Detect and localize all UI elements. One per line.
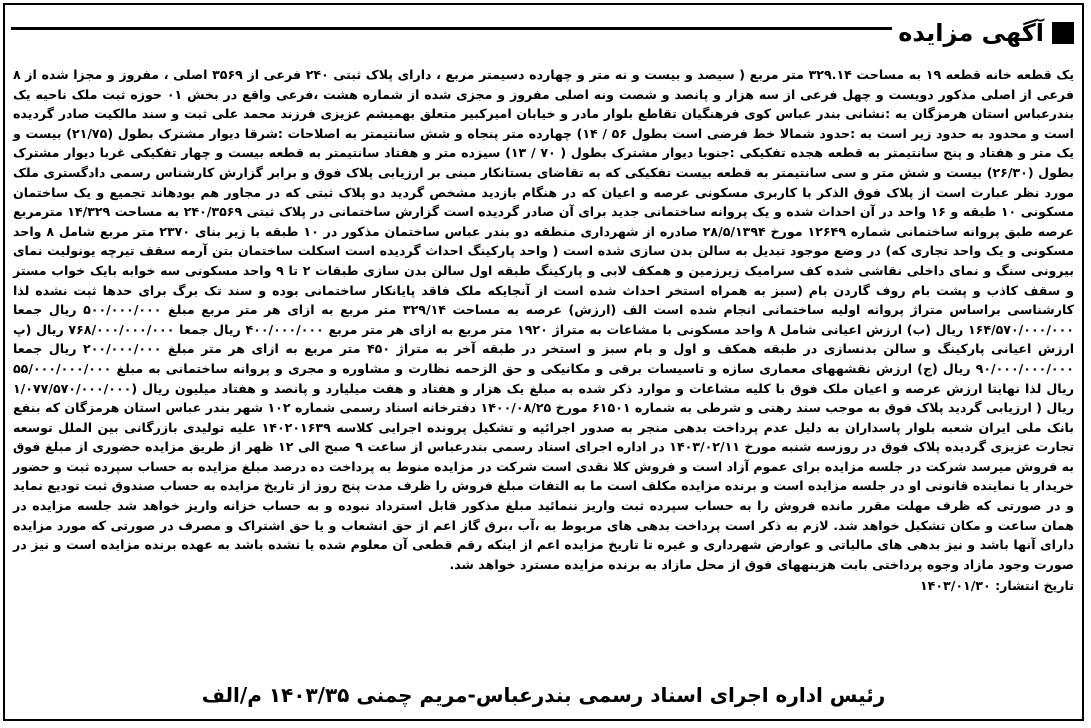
- auction-notice: [3, 3, 1084, 721]
- notice-header: [898, 11, 1074, 55]
- notice-body-paragraph: یک قطعه خانه قطعه ۱۹ به مساحت ۳۲۹.۱۴ متر مربع ( سیصد و بیست و نه متر و چهارده دسیمتر مربع ، دارای پلاک ثبتی ۲۴۰ فرعی از ۳۵۶۹ اصلی ، مفروز و مجزا شده از ۸ فرعی از اصلی مذکور دویست و چهل فرعی از سه هزار و پانصد و شصت ونه اصلی مفروز و مجزی شده از شماره هشت ،فرعی واقع در بخش ۰۱ حوزه ثبت ملک ناحیه یک بندرعباس استان هرمزگان به :نشانی بندر عباس کوی فرهنگیان تقاطع بلوار مادر و خیابان امیرکبیر متعلق بهمیشم عزیزی فرزند محمد علی ثبت و سند مالکیت صادر گردیده است و محدود به حدود زیر است به :حدود شمالا خط فرضی است بطول ۵۶ / ۱۴) چهارده متر پنجاه و شش سانتیمتر به اصلاحات :شرقا دیوار مشترک بطول (۲۱/۷۵) بیست و یک متر و هفتاد و پنج سانتیمتر به قطعه هجده تفکیکی :جنوبا دیوار مشترک بطول ( ۷۰ / ۱۳) سیزده متر و هفتاد سانتیمتر به قطعه بیست و چهار تفکیکی غربا دیوار مشترک بطول (۲۶/۳۰) بیست و شش متر و سی سانتیمتر به قطعه بیست تفکیکی که به تقاضای بستانکار مبنی بر ارزیابی پلاک فوق و برابر گزارش کارشناس رسمی دادگستری ملک مورد نظر عبارت است از پلاک فوق الذکر با کاربری مسکونی عرصه و اعیان که در هنگام بازدید مشخص گردید دو پلاک ثبتی که در مجاور هم بودهاند تجمیع و یک ساختمان مسکونی ۱۰ طبقه و ۱۶ واحد در آن احداث شده و یک پروانه ساختمانی جدید برای آن صادر گردیده است گزارش ساختمانی در پلاک ثبتی ۲۴۰/۳۵۶۹ به مساحت ۱۴/۳۲۹ مترمربع عرصه طبق پروانه ساختمانی شماره ۱۲۶۴۹ مورخ ۲۸/۵/۱۳۹۴ صادره از شهرداری منطقه دو بندر عباس ساختمان مذکور در ۱۰ طبقه با زیر بنای ۲۳۷۰ متر مربع شامل ۸ واحد مسکونی و یک واحد تجاری که) در وضع موجود تبدیل به سالن بدن سازی شده است ( واحد پارکینگ احداث گردیده است اسکلت ساختمان بتن آرمه سقف تیرچه یونولیت نمای بیرونی سنگ و نمای داخلی نقاشی شده کف سرامیک زیرزمین و همکف لابی و پارکینگ طبقه اول سالن بدن سازی طبقات ۲ تا ۹ واحد مسکونی سه خوابه بایک خواب مستر و سقف کاذب و پشت بام روف گاردن بام (سبز به همراه استخر احداث شده است از آنجایکه ملک فاقد پایانکار ساختمانی بوده و سند تک برگ برای حدها ثبت نشده لذا کارشناسی براساس متراژ پروانه اولیه ساختمانی انجام شده است الف (ارزش) عرصه به مساحت ۳۲۹/۱۴ متر مربع به ازای هر متر مربع مبلغ ۵۰۰/۰۰۰/۰۰۰ ریال جمعا ۱۶۴/۵۷۰/۰۰۰/۰۰۰ ریال (ب) ارزش اعیانی شامل ۸ واحد مسکونی با مشاعات به متراژ ۱۹۲۰ متر مربع به ازای هر متر مربع ۴۰۰/۰۰۰/۰۰۰ ریال جمعا ۷۶۸/۰۰۰/۰۰۰/۰۰۰ ریال (پ ارزش اعیانی پارکینگ و سالن بدنسازی در طبقه همکف و اول و بام سبز و استخر در طبقه آخر به متراژ ۴۵۰ متر مربع به ازای هر متر مبلغ ۲۰۰/۰۰۰/۰۰۰ ریال جمعا ۹۰/۰۰۰/۰۰۰/۰۰۰ ریال (ج) ارزش نقشههای معماری سازه و تاسیسات برقی و مکانیکی و حق الزحمه نظارت و مشاوره و مجری و پروانه ساختمانی به مبلغ ۵۵/۰۰۰/۰۰۰/۰۰۰ ریال لذا نهایتا ارزش عرصه و اعیان ملک فوق با کلیه مشاعات و موارد ذکر شده به مبلغ یک هزار و هفتاد و هفت میلیارد و پانصد و هفتاد میلیون ریال (۱/۰۷۷/۵۷۰/۰۰۰/۰۰۰ ریال ( ارزیابی گردید پلاک فوق به موجب سند رهنی و شرطی به شماره ۶۱۵۰۱ مورخ ۱۴۰۰/۰۸/۲۵ دفترخانه اسناد رسمی شماره ۱۰۲ شهر بندر عباس استان هرمزگان که بنفع بانک ملی ایران شعبه بلوار پاسداران به دلیل عدم پرداخت بدهی منجر به صدور اجرائیه و تشکیل پرونده اجرایی کلاسه ۱۴۰۲۰۱۶۳۹ علیه تولیدی بازرگانی بین الملل توسعه تجارت عزیزی گردیده پلاک فوق در روزسه شنبه مورخ ۱۴۰۳/۰۲/۱۱ در اداره اجرای اسناد رسمی بندرعباس از ساعت ۹ صبح الی ۱۲ ظهر از طریق مزایده حضوری از مبلغ فوق به فروش میرسد شرکت در جلسه مزایده برای عموم آزاد است و فروش کلا نقدی است شرکت در مزایده منوط به پرداخت ده درصد مبلغ مزایده به حساب سپرده ثبت و حضور خریدار یا نماینده قانونی او در جلسه مزایده است و برنده مزایده مکلف است ما به التفات مبلغ فروش را ظرف مدت پنج روز از تاریخ مزایده به حساب صندوق ثبت تودیع نماید و در صورتی که ظرف مهلت مقرر مانده فروش را به حساب سپرده ثبت واریز ننمائید مبلغ مذکور قابل استرداد نبوده و به حساب خزانه واریز خواهد شد جلسه مزایده در همان ساعت و مکان تشکیل خواهد شد. لازم به ذکر است پرداخت بدهی های مربوط به ،آب ،برق گاز اعم از حق انشعاب و یا حق اشتراک و مصرف در صورتی که مورد مزایده دارای آنها باشد و نیز بدهی های مالیاتی و عوارض شهرداری و غیره تا تاریخ مزایده اعم از اینکه رقم قطعی آن معلوم شده یا نشده باشد به عهده برنده مزایده است و نیز در صورت وجود مازاد وجوه پرداختی بابت هزینههای فوق از محل مازاد به برنده مزایده مسترد خواهد شد.: [13, 67, 1075, 572]
- header-rule: [11, 27, 892, 30]
- square-bullet-icon: [1052, 22, 1074, 44]
- notice-title: آگهی مزایده: [898, 19, 1044, 47]
- notice-body: [13, 65, 1074, 595]
- publication-date: تاریخ انتشار: ۱۴۰۳/۰۱/۳۰: [919, 578, 1074, 594]
- signature-line: رئیس اداره اجرای اسناد رسمی بندرعباس-مریم چمنی ۱۴۰۳/۳۵ م/الف: [201, 683, 886, 707]
